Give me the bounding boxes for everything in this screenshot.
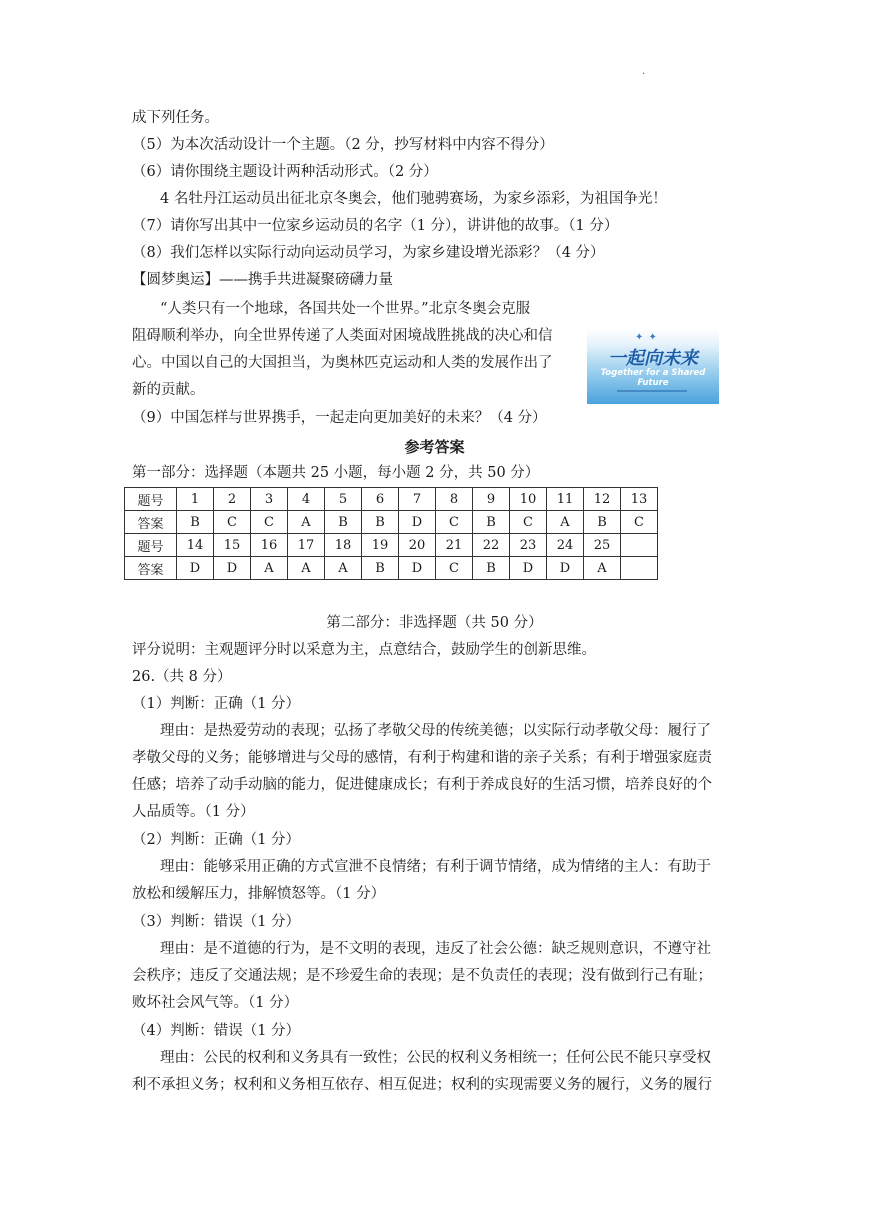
table-cell: 2 [214,488,251,511]
reason-line: 任感；培养了动手动脑的能力，促进健康成长；有利于养成良好的生活习惯，培养良好的个 [132,777,712,793]
table-cell: 11 [547,488,584,511]
table-cell: A [584,557,621,580]
table-cell: 23 [510,534,547,557]
table-cell: B [362,557,399,580]
table-row [125,511,658,534]
slogan-title: 一起向未来 [608,348,698,369]
table-cell [621,534,658,557]
table-cell: D [510,557,547,580]
text-line: 心。中国以自己的大国担当，为奥林匹克运动和人类的发展作出了 [132,355,553,371]
reason-line: 理由：公民的权利和义务具有一致性；公民的权利义务相统一；任何公民不能只享受权 [160,1050,711,1066]
table-cell: C [251,511,288,534]
table-cell: 13 [621,488,658,511]
text-line: “人类只有一个地球，各国共处一个世界。”北京冬奥会克服 [160,301,531,317]
judgment-4: （4）判断：错误（1 分） [132,1023,301,1039]
table-cell: A [288,511,325,534]
image-footer-line [617,390,687,392]
table-cell: 14 [177,534,214,557]
question-9: （9）中国怎样与世界携手，一起走向更加美好的未来？（4 分） [132,410,547,426]
table-cell: A [547,511,584,534]
table-cell: B [473,557,510,580]
olympic-emblem-icon: ✦ ✦ [635,332,658,343]
reason-line: 理由：是热爱劳动的表现；弘扬了孝敬父母的传统美德；以实际行动孝敬父母：履行了 [160,723,711,739]
table-row [125,534,658,557]
reason-line: 理由：能够采用正确的方式宣泄不良情绪；有利于调节情绪，成为情绪的主人：有助于 [160,859,711,875]
text-line: 新的贡献。 [132,382,205,398]
reason-line: 放松和缓解压力，排解愤怒等。（1 分） [132,886,386,902]
table-cell: 25 [584,534,621,557]
table-cell: 21 [436,534,473,557]
table-cell: C [436,557,473,580]
table-cell: 10 [510,488,547,511]
table-cell: C [621,511,658,534]
table-cell: 17 [288,534,325,557]
table-cell: B [177,511,214,534]
question-26-title: 26.（共 8 分） [132,669,232,685]
question-7: （7）请你写出其中一位家乡运动员的名字（1 分），讲讲他的故事。（1 分） [132,218,619,234]
table-cell: 15 [214,534,251,557]
table-cell: 7 [399,488,436,511]
table-cell: D [399,557,436,580]
table-cell: 4 [288,488,325,511]
slogan-subtitle: Together for a Shared Future [600,368,706,388]
table-cell: A [325,557,362,580]
table-cell: 18 [325,534,362,557]
section-heading: 【圆梦奥运】——携手共进凝聚磅礴力量 [132,272,393,288]
answer-title: 参考答案 [404,438,465,456]
table-cell [621,557,658,580]
question-8: （8）我们怎样以实际行动向运动员学习，为家乡建设增光添彩？（4 分） [132,245,605,261]
table-cell: C [436,511,473,534]
table-cell: 24 [547,534,584,557]
reason-line: 败坏社会风气等。（1 分） [132,995,299,1011]
text-line: 阻碍顺利举办，向全世界传递了人类面对困境战胜挑战的决心和信 [132,328,553,344]
row-header-cell: 题号 [125,488,177,511]
text-line: 4 名牡丹江运动员出征北京冬奥会，他们驰骋赛场，为家乡添彩，为祖国争光！ [160,191,667,207]
reason-line: 人品质等。（1 分） [132,804,255,820]
table-cell: B [325,511,362,534]
table-cell: 9 [473,488,510,511]
table-cell: 12 [584,488,621,511]
table-cell: D [214,557,251,580]
table-cell: A [288,557,325,580]
reason-line: 孝敬父母的义务；能够增进与父母的感情，有利于构建和谐的亲子关系；有利于增强家庭责 [132,750,712,766]
table-cell: D [177,557,214,580]
question-5: （5）为本次活动设计一个主题。（2 分，抄写材料中内容不得分） [132,137,554,153]
table-cell: 16 [251,534,288,557]
table-cell: B [584,511,621,534]
row-header-cell: 题号 [125,534,177,557]
judgment-2: （2）判断：正确（1 分） [132,832,301,848]
header-mark: . [642,66,646,77]
olympic-slogan-image [587,328,719,404]
table-cell: B [473,511,510,534]
grading-note: 评分说明：主观题评分时以采意为主，点意结合，鼓励学生的创新思维。 [132,642,596,658]
text-line: 成下列任务。 [132,110,219,126]
table-cell: 20 [399,534,436,557]
row-header-cell: 答案 [125,511,177,534]
part1-title: 第一部分：选择题（本题共 25 小题，每小题 2 分，共 50 分） [132,465,540,481]
table-row [125,557,658,580]
table-cell: B [362,511,399,534]
answer-table [124,487,658,580]
table-cell: 3 [251,488,288,511]
row-header-cell: 答案 [125,557,177,580]
question-6: （6）请你围绕主题设计两种活动形式。（2 分） [132,164,438,180]
table-cell: D [547,557,584,580]
judgment-1: （1）判断：正确（1 分） [132,696,301,712]
reason-line: 理由：是不道德的行为，是不文明的表现，违反了社会公德：缺乏规则意识，不遵守社 [160,941,711,957]
table-cell: C [214,511,251,534]
table-cell: D [399,511,436,534]
table-cell: A [251,557,288,580]
table-cell: 6 [362,488,399,511]
judgment-3: （3）判断：错误（1 分） [132,914,301,930]
reason-line: 利不承担义务；权利和义务相互依存、相互促进；权利的实现需要义务的履行，义务的履行 [132,1077,712,1093]
reason-line: 会秩序；违反了交通法规；是不珍爱生命的表现；是不负责任的表现；没有做到行己有耻； [132,968,712,984]
table-cell: 1 [177,488,214,511]
table-cell: 22 [473,534,510,557]
table-row [125,488,658,511]
table-cell: 5 [325,488,362,511]
table-cell: 8 [436,488,473,511]
part2-title: 第二部分：非选择题（共 50 分） [326,615,543,631]
table-cell: C [510,511,547,534]
table-cell: 19 [362,534,399,557]
